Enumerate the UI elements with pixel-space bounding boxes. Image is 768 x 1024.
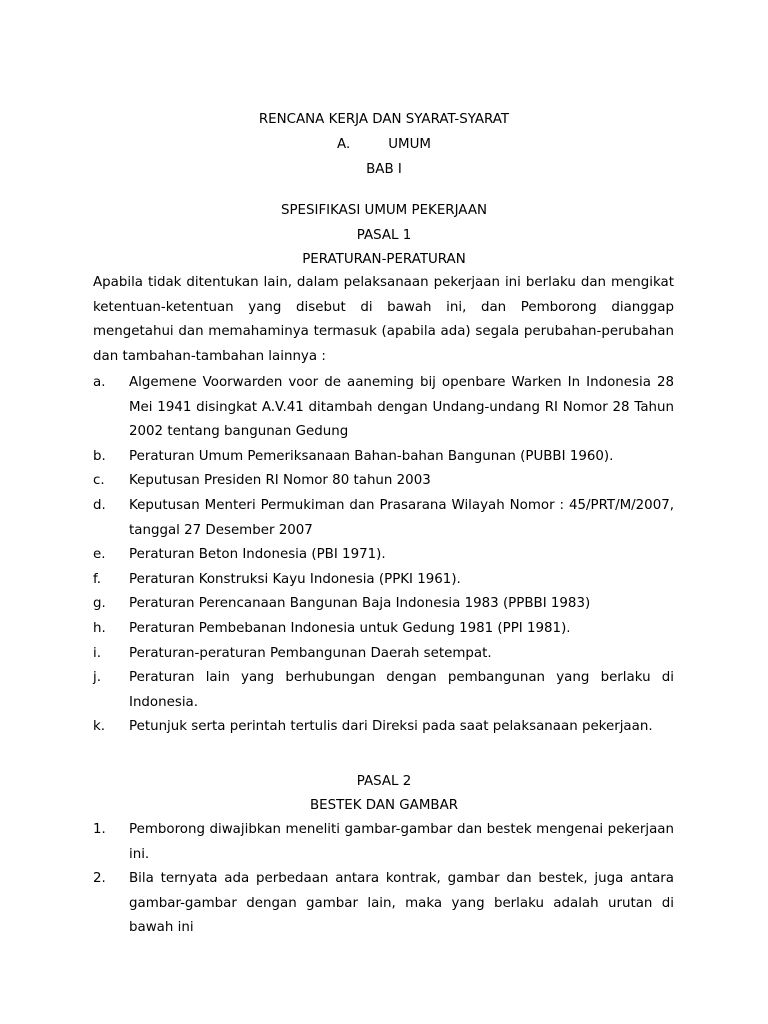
list-item — [93, 494, 674, 543]
list-item-text: Petunjuk serta perintah tertulis dari Direksi pada saat pelaksanaan pekerjaan. — [129, 719, 653, 735]
list-item-text: Pemborong diwajibkan meneliti gambar-gambar dan bestek mengenai pekerjaan ini. — [129, 822, 674, 862]
list-marker: d. — [93, 497, 106, 513]
list-item — [93, 445, 674, 470]
list-marker: a. — [93, 375, 106, 390]
list-item — [93, 642, 674, 667]
list-marker: i. — [93, 645, 101, 661]
pasal2-heading: PASAL 2 — [356, 774, 412, 789]
list-item — [93, 568, 674, 593]
list-item-text: Keputusan Menteri Permukiman dan Prasarana Wilayah Nomor : 45/PRT/M/2007, tanggal 27 Desember 2007 — [129, 497, 674, 538]
list-item — [93, 543, 674, 568]
list-marker: k. — [93, 719, 106, 735]
list-item — [93, 715, 674, 740]
list-item — [93, 867, 674, 941]
pasal1-title: PERATURAN-PERATURAN — [302, 252, 466, 267]
pasal2-title: BESTEK DAN GAMBAR — [309, 798, 459, 813]
chapter-title: SPESIFIKASI UMUM PEKERJAAN — [280, 203, 488, 218]
list-marker: h. — [93, 620, 106, 636]
list-marker: c. — [93, 473, 105, 489]
pasal1-heading: PASAL 1 — [356, 228, 412, 243]
section-heading — [0, 135, 768, 155]
list-marker: f. — [93, 571, 101, 587]
list-marker: 1. — [93, 822, 106, 837]
chapter-heading: BAB I — [366, 162, 402, 177]
list-item — [93, 666, 674, 715]
list-item — [93, 371, 674, 445]
list-marker: j. — [93, 670, 101, 686]
list-item-text: Peraturan Perencanaan Bangunan Baja Indonesia 1983 (PPBBI 1983) — [129, 596, 591, 612]
list-marker: b. — [93, 448, 106, 464]
list-marker: g. — [93, 596, 106, 612]
list-item — [93, 592, 674, 617]
pasal1-intro: Apabila tidak ditentukan lain, dalam pelaksanaan pekerjaan ini berlaku dan mengikat ketentuan-ketentuan yang disebut di bawah ini, dan Pemborong dianggap mengetahui dan memahaminya termasuk (apabila ada) segala perubahan-perubahan dan tambahan-tambahan lainnya : — [93, 275, 674, 364]
pasal2-list — [93, 818, 674, 941]
list-item-text: Algemene Voorwarden voor de aaneming bij openbare Warken In Indonesia 28 Mei 1941 disingkat A.V.41 ditambah dengan Undang-undang RI Nomor 28 Tahun 2002 tentang bangunan Gedung — [129, 375, 674, 440]
list-item — [93, 617, 674, 642]
pasal1-list — [93, 371, 674, 740]
list-item — [93, 469, 674, 494]
list-item-text: Peraturan Konstruksi Kayu Indonesia (PPKI 1961). — [129, 571, 461, 587]
list-item — [93, 818, 674, 867]
section-name: UMUM — [388, 137, 431, 152]
document-title: RENCANA KERJA DAN SYARAT-SYARAT — [258, 112, 510, 127]
list-item-text: Keputusan Presiden RI Nomor 80 tahun 2003 — [129, 473, 431, 489]
list-marker: 2. — [93, 871, 106, 887]
list-marker: e. — [93, 547, 106, 563]
section-letter: A. — [337, 137, 351, 152]
list-item-text: Bila ternyata ada perbedaan antara kontrak, gambar dan bestek, juga antara gambar-gambar dengan gambar lain, maka yang berlaku adalah urutan di bawah ini — [129, 871, 674, 936]
list-item-text: Peraturan Pembebanan Indonesia untuk Gedung 1981 (PPI 1981). — [129, 620, 571, 636]
list-item-text: Peraturan Beton Indonesia (PBI 1971). — [129, 547, 386, 563]
list-item-text: Peraturan Umum Pemeriksanaan Bahan-bahan Bangunan (PUBBI 1960). — [129, 448, 614, 464]
list-item-text: Peraturan lain yang berhubungan dengan pembangunan yang berlaku di Indonesia. — [129, 670, 674, 710]
list-item-text: Peraturan-peraturan Pembangunan Daerah setempat. — [129, 645, 492, 661]
